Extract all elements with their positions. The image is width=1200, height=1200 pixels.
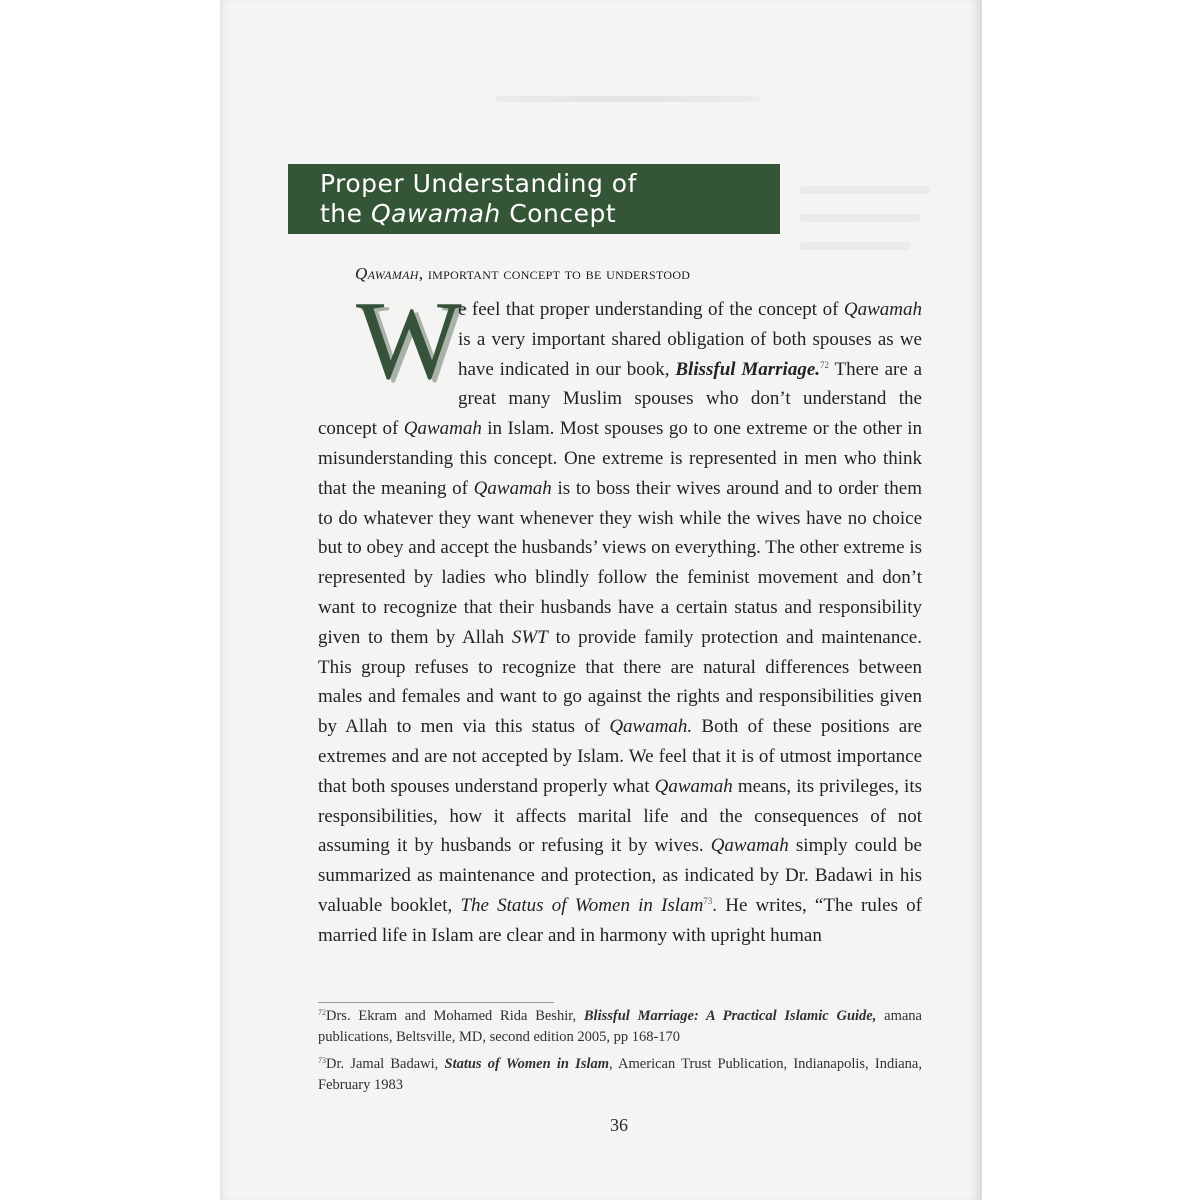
text-run: simply could be summarized as maintenance and protection, as indicated by Dr. Badawi in his valuable booklet, [318,835,922,916]
footnote-text: Dr. Jamal Badawi, [326,1056,445,1072]
book-title-italic: The Status of Women in Islam [460,894,704,916]
footnote-text: Drs. Ekram and Mohamed Rida Beshir, [326,1008,584,1024]
italic-term: Qawamah [710,835,789,857]
heading-text: the [320,199,371,228]
text-run: e feel that proper understanding of the concept of [458,299,844,320]
text-run: to provide family protection and maintenance. This group refuses to recognize that there are natural differences between males and females and want to go against the rights and responsibilities given by Allah to men via this status of [318,626,922,738]
heading-text: Concept [500,199,617,228]
italic-term: Qawamah [473,477,552,499]
text-run: is a very important shared obligation of both spouses as we have indicated in our book, [458,328,922,380]
italic-term: SWT [511,626,548,648]
subheading-text: , important concept to be understood [418,264,691,283]
text-run: means, its privileges, its responsibilities, how it affects marital life and the consequences of not assuming it by husbands or refusing it by wives. [318,775,922,857]
footnote-divider [318,1002,554,1003]
page-number: 36 [610,1115,628,1135]
footnote-73 [318,1054,922,1096]
book-title: Blissful Marriage. [675,358,821,380]
text-run: . He writes, “The rules of married life in Islam are clear and in harmony with upright human [318,894,922,946]
faint-running-header [495,96,760,102]
footnote-number: 72 [318,1008,326,1017]
footnote-ref: 73 [703,895,713,906]
section-heading-line-1: Proper Understanding of [320,169,637,198]
footnote-text: , American Trust Publication, Indianapolis, Indiana, February 1983 [318,1056,922,1093]
bleed-through-text [800,214,920,222]
footnote-text: amana publications, Beltsville, MD, second edition 2005, pp 168-170 [318,1008,922,1045]
text-run: Both of these positions are extremes and are not accepted by Islam. We feel that it is of utmost importance that both spouses understand properly what [318,716,922,797]
footnote-title: Blissful Marriage: A Practical Islamic Guide, [583,1008,877,1024]
italic-term: Qawamah. [609,716,693,738]
text-run: There are a great many Muslim spouses who don’t understand the concept of [318,358,922,440]
italic-term: Qawamah [403,418,482,440]
bleed-through-text [800,242,910,250]
bleed-through-text [800,186,930,194]
italic-term: Qawamah [654,775,733,797]
footnote-72 [318,1006,922,1048]
text-run: is to boss their wives around and to order them to do whatever they want whenever they wish while the wives have no choice but to obey and accept the husbands’ views on everything. The other extreme is represented by ladies who blindly follow the feminist movement and don’t want to recognize that their husbands have a certain status and responsibility given to them by Allah [318,477,922,648]
section-heading-box [288,164,780,234]
section-heading-line-2 [320,199,780,229]
italic-term: Qawamah [843,299,922,320]
drop-cap: W [356,279,462,403]
subheading-italic-term: Qawamah [355,264,419,283]
text-run: in Islam. Most spouses go to one extreme or the other in misunderstanding this concept. One extreme is represented in men who think that the meaning of [318,418,922,499]
footnotes [318,1006,922,1102]
body-paragraph [318,279,922,951]
heading-italic-term: Qawamah [370,199,501,228]
footnote-number: 73 [318,1056,326,1065]
footnote-ref: 72 [820,359,830,370]
footnote-title: Status of Women in Islam [444,1056,610,1072]
